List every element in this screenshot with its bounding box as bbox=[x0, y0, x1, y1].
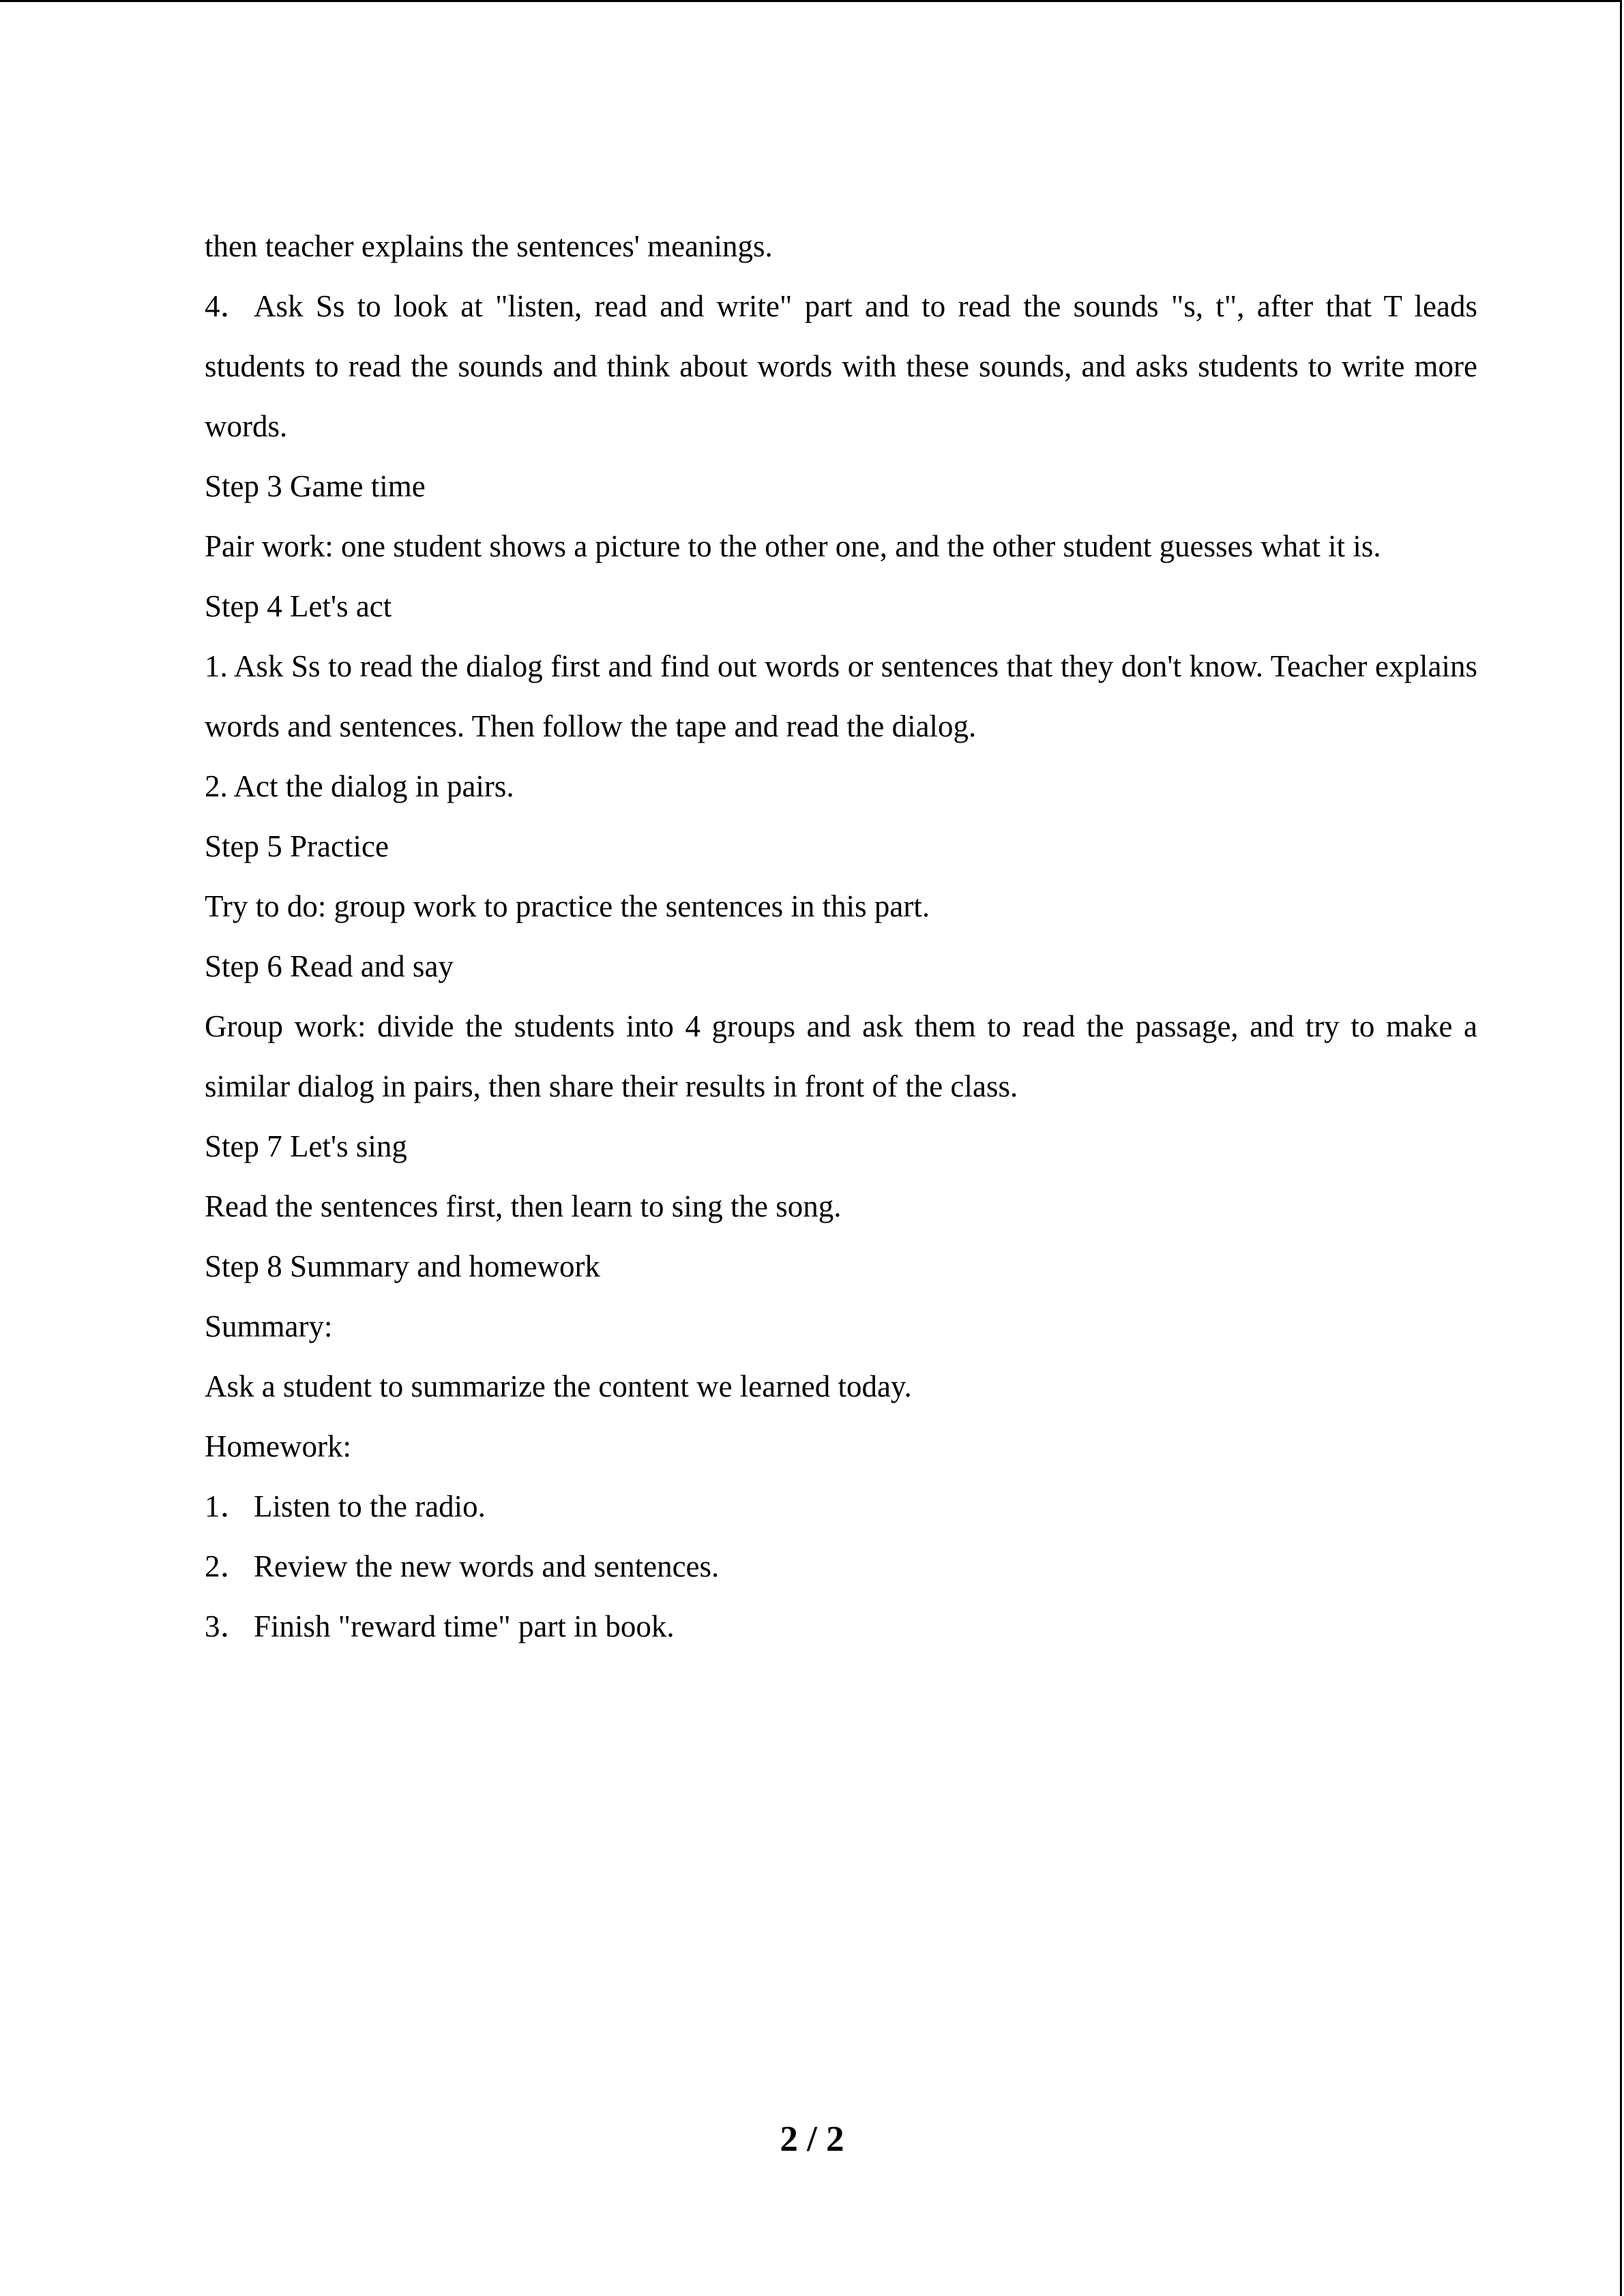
item-number: 4． bbox=[205, 289, 251, 323]
item-text: Listen to the radio. bbox=[254, 1489, 486, 1523]
item-number: 2． bbox=[205, 1549, 251, 1583]
step-heading: Step 7 Let's sing bbox=[205, 1129, 407, 1163]
paragraph: 1. Ask Ss to read the dialog first and find out words or sentences that they don't know. Teacher explains words and sentences. Then follow the tape and read the dialog. bbox=[205, 649, 1477, 743]
text-line: Summary: bbox=[205, 1309, 333, 1343]
text-line: Ask a student to summarize the content we learned today. bbox=[205, 1369, 912, 1403]
text-line: Try to do: group work to practice the sentences in this part. bbox=[205, 889, 930, 923]
paragraph: Group work: divide the students into 4 groups and ask them to read the passage, and try to make a similar dialog in pairs, then share their results in front of the class. bbox=[205, 1009, 1477, 1103]
item-number: 1． bbox=[205, 1489, 251, 1523]
homework-item bbox=[205, 1596, 1477, 1656]
step-heading: Step 4 Let's act bbox=[205, 589, 392, 623]
text-line: Read the sentences first, then learn to sing the song. bbox=[205, 1189, 842, 1223]
item-text: Review the new words and sentences. bbox=[254, 1549, 720, 1583]
step-heading: Step 5 Practice bbox=[205, 829, 389, 863]
item-text: Finish "reward time" part in book. bbox=[254, 1609, 675, 1643]
text-line: then teacher explains the sentences' meanings. bbox=[205, 229, 773, 263]
step-heading: Step 6 Read and say bbox=[205, 949, 454, 983]
numbered-paragraph bbox=[205, 276, 1477, 456]
homework-item bbox=[205, 1476, 1477, 1536]
page-number: 2 / 2 bbox=[780, 2119, 844, 2159]
item-text: Ask Ss to look at "listen, read and write" part and to read the sounds "s, t", after that T leads students to read the sounds and think about words with these sounds, and asks students to write more words. bbox=[205, 289, 1477, 443]
item-number: 3． bbox=[205, 1609, 251, 1643]
text-line: Pair work: one student shows a picture to the other one, and the other student guesses what it is. bbox=[205, 529, 1381, 563]
text-line: 2. Act the dialog in pairs. bbox=[205, 769, 514, 803]
text-line: Homework: bbox=[205, 1429, 351, 1463]
homework-item bbox=[205, 1536, 1477, 1596]
step-heading: Step 3 Game time bbox=[205, 469, 426, 503]
step-heading: Step 8 Summary and homework bbox=[205, 1249, 600, 1283]
document-body bbox=[205, 216, 1477, 1656]
